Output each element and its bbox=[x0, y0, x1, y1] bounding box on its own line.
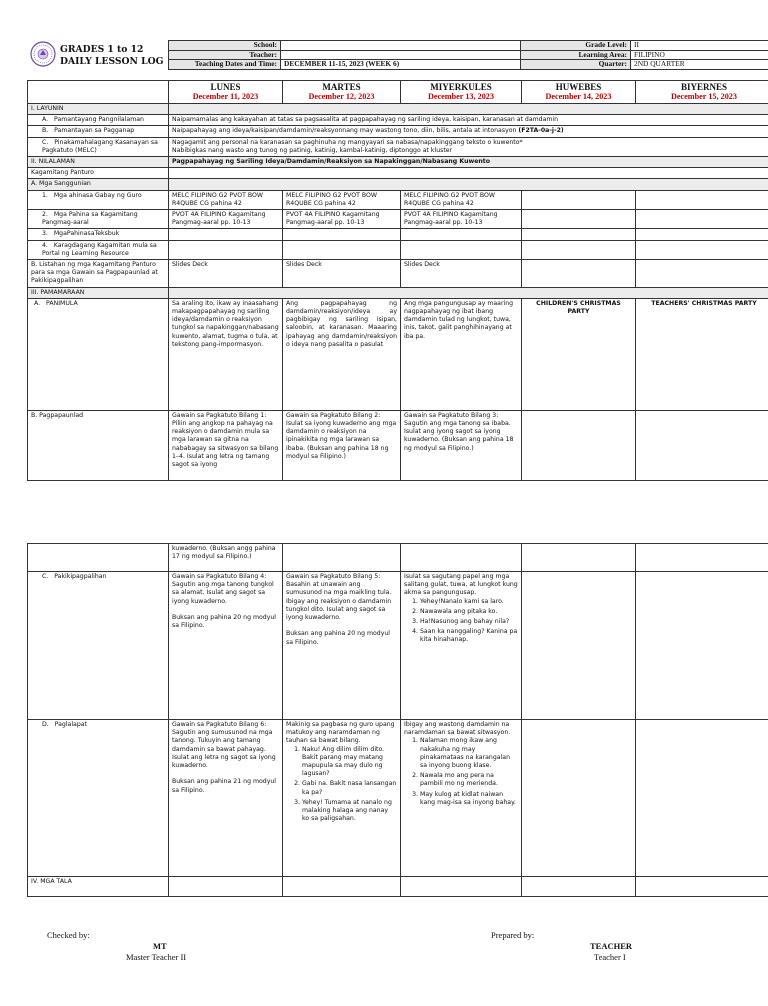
slides-wed: Slides Deck bbox=[401, 260, 522, 288]
paunlad-tue: Gawain sa Pagkatuto Bilang 2: Isulat sa iyong kuwaderno ang mga damdamin o reaksiyon na ipinakikita ng mga larawan sa ibaba. (Buksan ang pahina 18 ng modyul sa Filipino.) bbox=[283, 410, 401, 480]
gabay-wed: MELC FILIPINO G2 PVOT BOW R4QUBE CG pahina 42 bbox=[401, 190, 522, 209]
checked-by-label: Checked by: bbox=[47, 930, 90, 940]
paunlad-wed: Gawain sa Pagkatuto Bilang 3: Sagutin ang mga tanong sa ibaba. Isulat ang iyong sagot sa iyong kuwaderno. (Buksan ang pahina 18 ng modyul sa Filipino.) bbox=[401, 410, 522, 480]
school-label: School: bbox=[169, 41, 281, 51]
list-item: 4. Saan ka nanggaling? Kanina pa kita hinahanap. bbox=[420, 628, 518, 644]
gabay-tue: MELC FILIPINO G2 PVOT BOW R4QUBE CG pahina 42 bbox=[283, 190, 401, 209]
grade-label: Grade Level: bbox=[521, 41, 631, 51]
nilalaman-value: Pagpapahayag ng Sariling Ideya/Damdamin/Reaksiyon sa Napakinggan/Nabasang Kuwento bbox=[169, 157, 768, 168]
school-value bbox=[281, 41, 521, 51]
pangmag-wed: PVOT 4A FILIPINO Kagamitang Pangmag-aaral pp. 10-13 bbox=[401, 210, 522, 229]
checker-title: Master Teacher II bbox=[126, 952, 187, 962]
list-item: 3. May kulog at kidlat naiwan kang mag-isa sa inyong bahay. bbox=[420, 791, 518, 807]
pakikipag-wed: Isulat sa sagutang papel ang mga salitang gulat, tuwa, at lungkot kung akma sa pangungusap. 1. Yehey!Nanalo kami sa laro. 2. Nawawala ang pitaka ko. 3. Ha!Nasunog ang bahay nila? 4. Saan ka nanggaling? Kanina pa kita hinahanap. bbox=[401, 572, 522, 720]
row-pangnilalaman: A. Pamantayang Pangnilalaman bbox=[28, 115, 169, 126]
pangmag-tue: PVOT 4A FILIPINO Kagamitang Pangmag-aaral pp. 10-13 bbox=[283, 210, 401, 229]
row-sanggunian: A. Mga Sanggunian bbox=[28, 179, 169, 190]
gabay-mon: MELC FILIPINO G2 PVOT BOW R4QUBE CG pahina 42 bbox=[169, 190, 283, 209]
prepared-by-label: Prepared by: bbox=[491, 930, 535, 940]
list-item: 2. Nawala mo ang pera na pambili mo ng merienda. bbox=[420, 772, 518, 788]
preparer-name: TEACHER bbox=[590, 941, 633, 951]
grade-value: II bbox=[631, 41, 768, 51]
deped-seal-icon bbox=[30, 41, 56, 67]
checker-name: MT bbox=[153, 941, 167, 951]
quarter-label: Quarter: bbox=[521, 60, 631, 70]
pagganap-value: Naipapahayag ang ideya/kaisipan/damdamin/reaksyonnang may wastong tono, diin, bilis, antala at intonasyon (F2TA-0a-j-2) bbox=[169, 126, 768, 137]
row-listahan: B. Listahan ng mga Kagamitang Panturo para sa mga Gawain sa Pagpapaunlad at Pakikipagpalihan bbox=[28, 260, 169, 288]
list-item: 2. Nawawala ang pitaka ko. bbox=[420, 608, 518, 616]
teacher-value bbox=[281, 50, 521, 60]
list-item: 3. Ha!Nasunog ang bahay nila? bbox=[420, 618, 518, 626]
row-pangmagaaral: 2. Mga Pahina sa Kagamitang Pangmag-aaral bbox=[28, 210, 169, 229]
paglalapat-tue: Makinig sa pagbasa ng guro upang matukoy ang naramdaman ng tauhan sa bawat bilang. 1. Naku! Ang dilim dilim dito. Bakit parang may matang mapupula sa may dulo ng lagusan? 2. Gabi na. Bakit nasa lansangan ka pa? 3. Yehey! Tumama at nanalo ng malaking halaga ang nanay ko sa paligsahan. bbox=[283, 720, 401, 877]
list-item: 1. Nalaman mong ikaw ang nakakuha ng may pinakamataas na karangalan sa inyong buong klase. bbox=[420, 737, 518, 770]
panimula-tue: Ang pagpapahayag ng damdamin/reaksiyon/ideya ay pagbibigay ng sariling isipan, saloobin, at karanasan. Maaaring ipahayag ang damdamin/reaksiyon o ideya nang pasalita o pasulat bbox=[283, 298, 401, 410]
pakikipag-mon: Gawain sa Pagkatuto Bilang 4: Sagutin ang mga tanong tungkol sa alamat. Isulat ang sagot sa iyong kuwaderno. Buksan ang pahina 20 ng modyul sa Filipino. bbox=[169, 572, 283, 720]
quarter-value: 2ND QUARTER bbox=[631, 60, 768, 70]
slides-mon: Slides Deck bbox=[169, 260, 283, 288]
day-header-wed: MIYERKULES December 13, 2023 bbox=[401, 81, 522, 104]
section-mga-tala: IV. MGA TALA bbox=[28, 877, 169, 897]
day-header-tue: MARTES December 12, 2023 bbox=[283, 81, 401, 104]
row-gabay: 1. Mga ahinasa Gabay ng Guro bbox=[28, 190, 169, 209]
dates-value: DECEMBER 11-15, 2023 (WEEK 6) bbox=[281, 60, 521, 70]
paunlad-mon-cont: kuwaderno. (Buksan angg pahina 17 ng modyul sa Filipino.) bbox=[169, 544, 283, 572]
panimula-mon: Sa araling ito, ikaw ay inaasahang makapagpapahayag ng sariling ideya/damdamin o reaksiyon tungkol sa napakinggan/nabasang kuwento, alamat, tugma o tula, at tekstong pang-impormasyon. bbox=[169, 298, 283, 410]
list-item: 3. Yehey! Tumama at nanalo ng malaking halaga ang nanay ko sa paligsahan. bbox=[302, 799, 397, 824]
pangnilalaman-value: Naipamamalas ang kakayahan at tatas sa pagsasalita at pagpapahayag ng sariling ideya, kaisipan, karanasan at damdamin bbox=[169, 115, 768, 126]
section-layunin: I. LAYUNIN bbox=[28, 104, 169, 115]
row-melc: C. Pinakamahalagang Kasanayan sa Pagkatuto (MELC) bbox=[28, 137, 169, 156]
row-panimula: A. PANIMULA bbox=[28, 298, 169, 410]
day-header-fri: BIYERNES December 15, 2023 bbox=[636, 81, 768, 104]
dates-label: Teaching Dates and Time: bbox=[169, 60, 281, 70]
lesson-log-table-continued bbox=[27, 543, 768, 897]
row-pakikipagpalihan: C. Pakikipagpalihan bbox=[28, 572, 169, 720]
corner-cell bbox=[28, 81, 169, 104]
teacher-label: Teacher: bbox=[169, 50, 281, 60]
pakikipag-tue: Gawain sa Pagkatuto Bilang 5: Basahin at unawain ang sumusunod na mga maikling tula. Ibigay ang reaksiyon o damdamin tungkol dito. Isulat ang sagot sa iyong kuwaderno. Buksan ang pahina 20 ng modyul sa Filipino. bbox=[283, 572, 401, 720]
paunlad-mon: Gawain sa Pagkatuto Bilang 1: Piliin ang angkop na pahayag na reaksiyon o damdamin mula sa mga larawan sa gitna na nababagay sa sitwasyon sa bilang 1–4. Isulat ang letra ng tamang sagot sa iyong bbox=[169, 410, 283, 480]
section-pamamaraan: III. PAMAMARAAN bbox=[28, 287, 169, 298]
panimula-wed: Ang mga pangungusap ay maaring nagpapahayag ng ibat ibang damdamin tulad ng lungkot, tuwa, inis, takot, galit panghihinayang at iba pa. bbox=[401, 298, 522, 410]
list-item: 2. Gabi na. Bakit nasa lansangan ka pa? bbox=[302, 780, 397, 796]
day-header-thu: HUWEBES December 14, 2023 bbox=[522, 81, 636, 104]
paglalapat-mon: Gawain sa Pagkatuto Bilang 6: Sagutin ang sumusunod na mga tanong. Tukuyin ang tamang damdamin sa bawat pahayag. Isulat ang letra ng sagot sa iyong kuwaderno. Buksan ang pahina 21 ng modyul sa Filipino. bbox=[169, 720, 283, 877]
preparer-title: Teacher I bbox=[594, 952, 626, 962]
header-meta-table bbox=[168, 40, 768, 70]
lesson-log-table bbox=[27, 80, 768, 481]
melc-value: Nagagamit ang personal na karanasan sa paghinuha ng mangyayari sa nabasa/napakinggang teksto o kuwento* Nabibigkas nang wasto ang tunog ng patinig, katinig, kambal-katinig, diptonggo at kluster bbox=[169, 137, 768, 156]
paglalapat-wed: Ibigay ang wastong damdamin na naramdaman sa bawat sitwasyon. 1. Nalaman mong ikaw ang nakakuha ng may pinakamataas na karangalan sa inyong buong klase. 2. Nawala mo ang pera na pambili mo ng merienda. 3. May kulog at kidlat naiwan kang mag-isa sa inyong bahay. bbox=[401, 720, 522, 877]
section-nilalaman: II. NILALAMAN bbox=[28, 157, 169, 168]
row-pagganap: B. Pamantayan sa Pagganap bbox=[28, 126, 169, 137]
area-label: Learning Area: bbox=[521, 50, 631, 60]
party-thu: CHILDREN'S CHRISTMAS PARTY bbox=[522, 298, 636, 410]
row-teksbuk: 3. MgaPahinasaTeksbuk bbox=[28, 229, 169, 240]
form-title: GRADES 1 to 12 DAILY LESSON LOG bbox=[60, 44, 164, 67]
list-item: 1. Yehey!Nanalo kami sa laro. bbox=[420, 598, 518, 606]
row-portal: 4. Karagdagang Kagamitan mula sa Portal ng Learning Resource bbox=[28, 240, 169, 259]
row-kagamitan: Kagamitang Panturo bbox=[28, 168, 169, 179]
day-header-mon: LUNES December 11, 2023 bbox=[169, 81, 283, 104]
pangmag-mon: PVOT 4A FILIPINO Kagamitang Pangmag-aaral pp. 10-13 bbox=[169, 210, 283, 229]
slides-tue: Slides Deck bbox=[283, 260, 401, 288]
area-value: FILIPINO bbox=[631, 50, 768, 60]
row-paglalapat: D. Paglalapat bbox=[28, 720, 169, 877]
row-pagpapaunlad: B. Pagpapaunlad bbox=[28, 410, 169, 480]
party-fri: TEACHERS' CHRISTMAS PARTY bbox=[636, 298, 768, 410]
list-item: 1. Naku! Ang dilim dilim dito. Bakit parang may matang mapupula sa may dulo ng lagusan? bbox=[302, 746, 397, 779]
